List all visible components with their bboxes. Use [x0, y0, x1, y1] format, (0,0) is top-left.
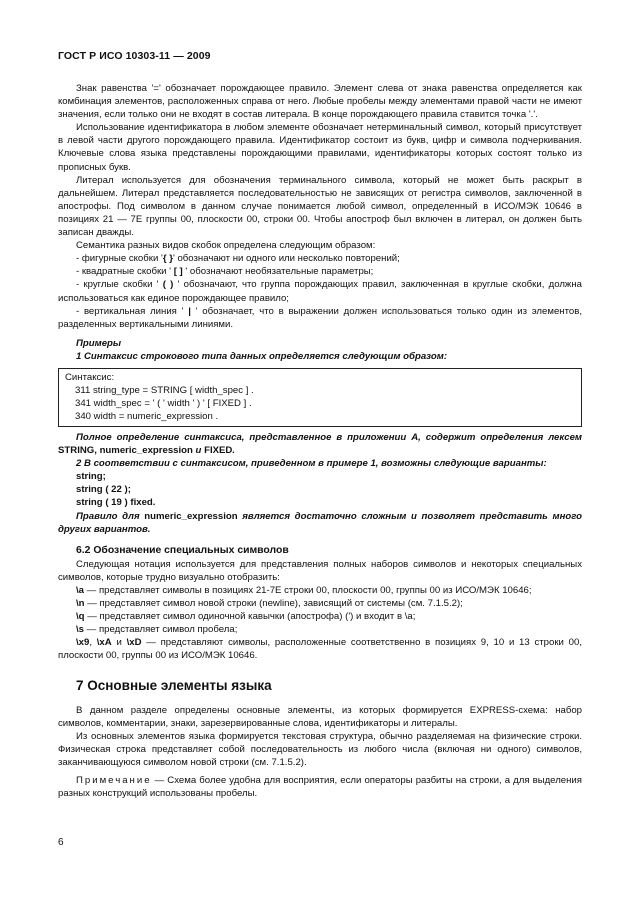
bullet-round-brackets: - круглые скобки ' ( ) ' обозначают, что группа порождающих правил, заключенная в круглые скобки, должна использоваться как единое порождающее правило; — [58, 279, 582, 304]
rule-text: Правило для numeric_expression является достаточно сложным и позволяет представить много других вариантов. — [58, 510, 582, 535]
running-header: ГОСТ Р ИСО 10303-11 — 2009 — [58, 50, 211, 62]
paragraph-equals-sign: Знак равенства '=' обозначает порождающее правило. Элемент слева от знака равенства определяется как комбинация элементов, расположенных справа от него. Любые пробелы между элементами правой части не имеют значения, если только они не входят в состав литерала. В конце порождающего правила ставится точка '.'. — [58, 83, 582, 121]
syntax-line-311: 311 string_type = STRING [ width_spec ] . — [75, 384, 254, 396]
section-7-note: Примечание — Схема более удобна для восприятия, если операторы разбиты на строки, а для выделения разных конструкций использованы пробелы. — [58, 775, 582, 800]
syntax-line-340: 340 width = numeric_expression . — [75, 410, 219, 422]
syntax-line-341: 341 width_spec = ' ( ' width ' ) ' [ FIXED ] . — [75, 397, 252, 409]
syntax-label: Синтаксис: — [65, 371, 115, 383]
page-number: 6 — [58, 837, 64, 848]
code-variant-2: string ( 22 ); — [76, 484, 131, 496]
section-6-2-intro: Следующая нотация используется для представления полных наборов символов и некоторых специальных символов, которые трудно визуально отобразить: — [58, 558, 582, 583]
paragraph-brackets-intro: Семантика разных видов скобок определена следующим образом: — [76, 240, 376, 252]
section-7-paragraph-1: В данном разделе определены основные элементы, из которых формируется EXPRESS-схема: набор символов, комментарии, знаки, зарезервированные слова, идентификаторы и литералы. — [58, 704, 582, 729]
notation-q: \q — представляет символ одиночной кавычки (апострофа) (') и входит в \a; — [76, 611, 416, 623]
syntax-box — [58, 368, 582, 427]
full-definition-text: Полное определение синтаксиса, представленное в приложении А, содержит определения лексем STRING, numeric_expression и FIXED. — [58, 431, 582, 457]
notation-s: \s — представляет символ пробела; — [76, 624, 238, 636]
notation-a: \a — представляет символы в позициях 21-7E строки 00, плоскости 00, группы 00 из ИСО/МЭК 10646; — [76, 585, 532, 596]
section-7-heading: 7 Основные элементы языка — [76, 677, 272, 693]
section-6-2-heading: 6.2 Обозначение специальных символов — [76, 544, 289, 556]
example-1-text: 1 Синтаксис строкового типа данных определяется следующим образом: — [76, 350, 448, 362]
bullet-vertical-line: - вертикальная линия ' | ' обозначает, что в выражении должен использоваться только один из элементов, разделенных вертикальными линиями. — [58, 305, 582, 330]
paragraph-literal: Литерал используется для обозначения терминального символа, который не может быть раскрыт в дальнейшем. Литерал представляется последовательностью не зависящих от регистра символов, заключенной в апострофы. Под символом в данном случае понимается любой символ, определенный в ИСО/МЭК 10646 в позициях 21 — 7E группы 00, плоскости 00, строки 00. Чтобы апостроф был включен в литерал, он должен быть записан дважды. — [58, 174, 582, 239]
page-body — [58, 82, 582, 800]
example-2-text: 2 В соответствии с синтаксисом, приведенном в примере 1, возможны следующие варианты: — [76, 458, 547, 470]
notation-x: \x9, \xA и \xD — представляют символы, расположенные соответственно в позициях 9, 10 и 13 строки 00, плоскости 00, группы 00 из ИСО/МЭК 10646. — [58, 637, 582, 662]
examples-heading: Примеры — [76, 337, 122, 349]
bullet-curly-braces: - фигурные скобки '{ }' обозначают ни одного или несколько повторений; — [76, 253, 400, 265]
section-7-paragraph-2: Из основных элементов языка формируется текстовая структура, обычно разделяемая на физические строки. Физическая строка представляет собой последовательность из любого числа (включая ни одного) символов, заканчивающуюся символом новой строки (см. 7.1.5.2). — [58, 730, 582, 769]
code-variant-1: string; — [76, 471, 106, 483]
code-variant-3: string ( 19 ) fixed. — [76, 497, 156, 509]
notation-n: \n — представляет символ новой строки (newline), зависящий от системы (см. 7.1.5.2); — [76, 598, 463, 610]
paragraph-identifier: Использование идентификатора в любом элементе обозначает нетерминальный символ, который присутствует в левой части другого порождающего правила. Идентификатор состоит из букв, цифр и символа подчеркивания. Ключевые слова языка представлены порождающими правилами, идентификаторы которых состоят только из прописных букв. — [58, 122, 582, 173]
bullet-square-brackets: - квадратные скобки ' [ ] ' обозначают необязательные параметры; — [76, 266, 374, 278]
